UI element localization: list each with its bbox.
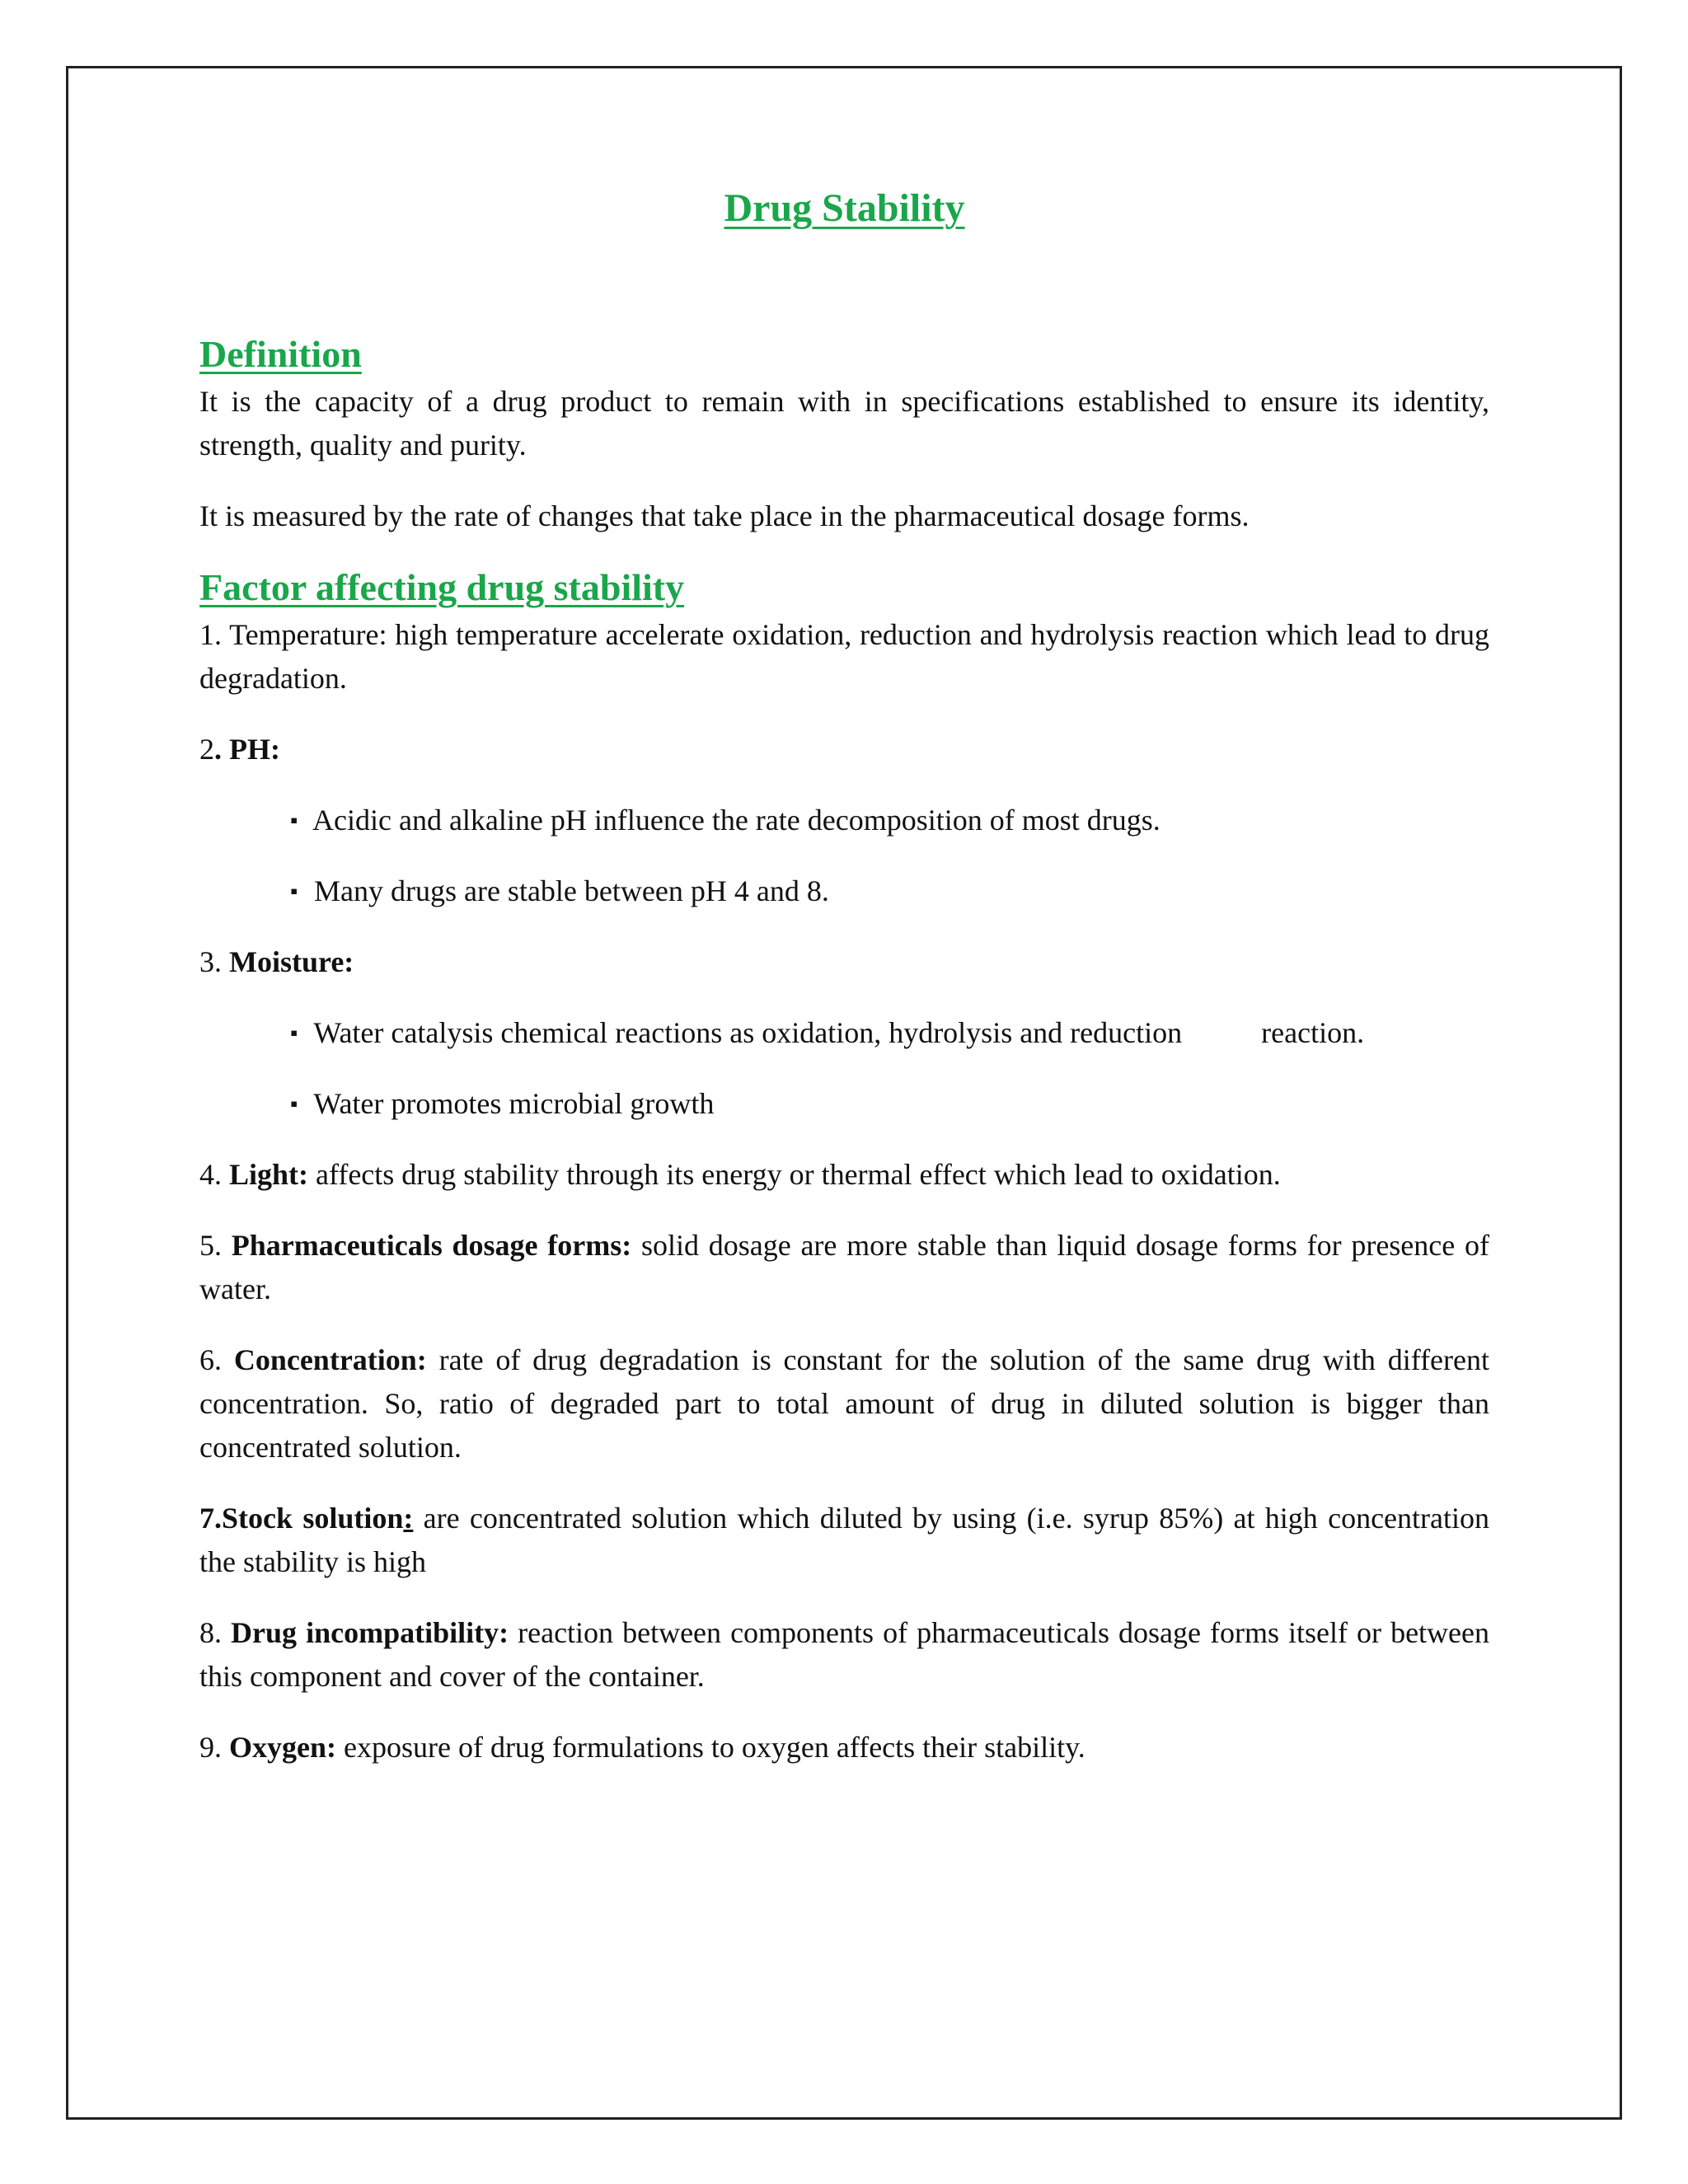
factor-label: Moisture: <box>229 945 354 979</box>
factor-oxygen <box>199 1726 1489 1769</box>
factor-label: 7.Stock solution <box>199 1502 404 1535</box>
factor-label: Pharmaceuticals dosage forms: <box>231 1229 632 1263</box>
definition-heading: Definition <box>199 333 362 375</box>
list-item <box>290 1011 1489 1055</box>
square-bullet-icon: ▪ <box>290 1092 298 1117</box>
factor-text: solid dosage are more stable than liquid dosage forms for presence of water. <box>199 1229 1489 1306</box>
bullet-text: Water promotes microbial growth <box>313 1087 715 1121</box>
definition-paragraph-2: It is measured by the rate of changes that take place in the pharmaceutical dosage forms. <box>199 499 1250 533</box>
factor-text: reaction between components of pharmaceuticals dosage forms itself or between this component and cover of the container. <box>199 1616 1490 1694</box>
document-title: Drug Stability <box>724 186 965 230</box>
factor-label: Concentration: <box>233 1343 427 1377</box>
square-bullet-icon: ▪ <box>290 1021 298 1046</box>
factor-text: rate of drug degradation is constant for the solution of the same drug with different concentration. So, ratio of degraded part to total amount of drug in diluted solution is bigger than concentrated solution. <box>199 1343 1490 1465</box>
factor-number: 6. <box>199 1343 222 1377</box>
ph-bullet-list <box>199 799 1489 913</box>
factor-number: 5. <box>199 1229 222 1263</box>
factor-number: 2 <box>199 733 214 766</box>
list-item <box>290 869 1489 913</box>
factor-label: Oxygen: <box>229 1731 336 1765</box>
factor-number: 9. <box>199 1731 222 1765</box>
factor-light <box>199 1153 1489 1197</box>
factor-number: 3. <box>199 945 222 979</box>
factor-number: 8. <box>199 1616 222 1650</box>
factor-temperature <box>199 613 1489 701</box>
factor-label-colon: : <box>403 1502 414 1535</box>
factor-stock-solution <box>199 1497 1489 1584</box>
factor-number: 4. <box>199 1158 222 1192</box>
square-bullet-icon: ▪ <box>290 808 298 833</box>
factor-ph <box>199 728 1489 771</box>
factor-concentration <box>199 1338 1489 1469</box>
document-body <box>199 185 1489 1797</box>
factor-text: affects drug stability through its energy or thermal effect which lead to oxidation. <box>308 1158 1281 1192</box>
bullet-text-tail: reaction. <box>1261 1016 1365 1050</box>
factor-text: exposure of drug formulations to oxygen affects their stability. <box>336 1731 1085 1765</box>
factor-drug-incompatibility <box>199 1611 1489 1699</box>
bullet-text: Many drugs are stable between pH 4 and 8. <box>314 874 829 908</box>
list-item <box>290 799 1489 842</box>
moisture-bullet-list <box>199 1011 1489 1126</box>
factor-dosage-forms <box>199 1224 1489 1311</box>
square-bullet-icon: ▪ <box>290 879 298 904</box>
factor-text: Temperature: high temperature accelerate oxidation, reduction and hydrolysis reaction which lead to drug degradation. <box>199 618 1489 696</box>
factors-heading: Factor affecting drug stability <box>199 566 685 609</box>
definition-paragraph-1: It is the capacity of a drug product to remain with in specifications established to ensure its identity, strength, quality and purity. <box>199 385 1489 462</box>
factor-text: are concentrated solution which diluted by using (i.e. syrup 85%) at high concentration the stability is high <box>199 1502 1490 1579</box>
factor-label: Light: <box>229 1158 309 1192</box>
bullet-text: Water catalysis chemical reactions as oxidation, hydrolysis and reduction <box>313 1016 1183 1050</box>
factor-moisture <box>199 940 1489 984</box>
factor-label: Drug incompatibility: <box>231 1616 509 1650</box>
factor-number: 1. <box>199 618 222 652</box>
factor-label: . PH: <box>214 733 280 766</box>
list-item <box>290 1082 1489 1126</box>
bullet-text: Acidic and alkaline pH influence the rate decomposition of most drugs. <box>312 804 1160 837</box>
